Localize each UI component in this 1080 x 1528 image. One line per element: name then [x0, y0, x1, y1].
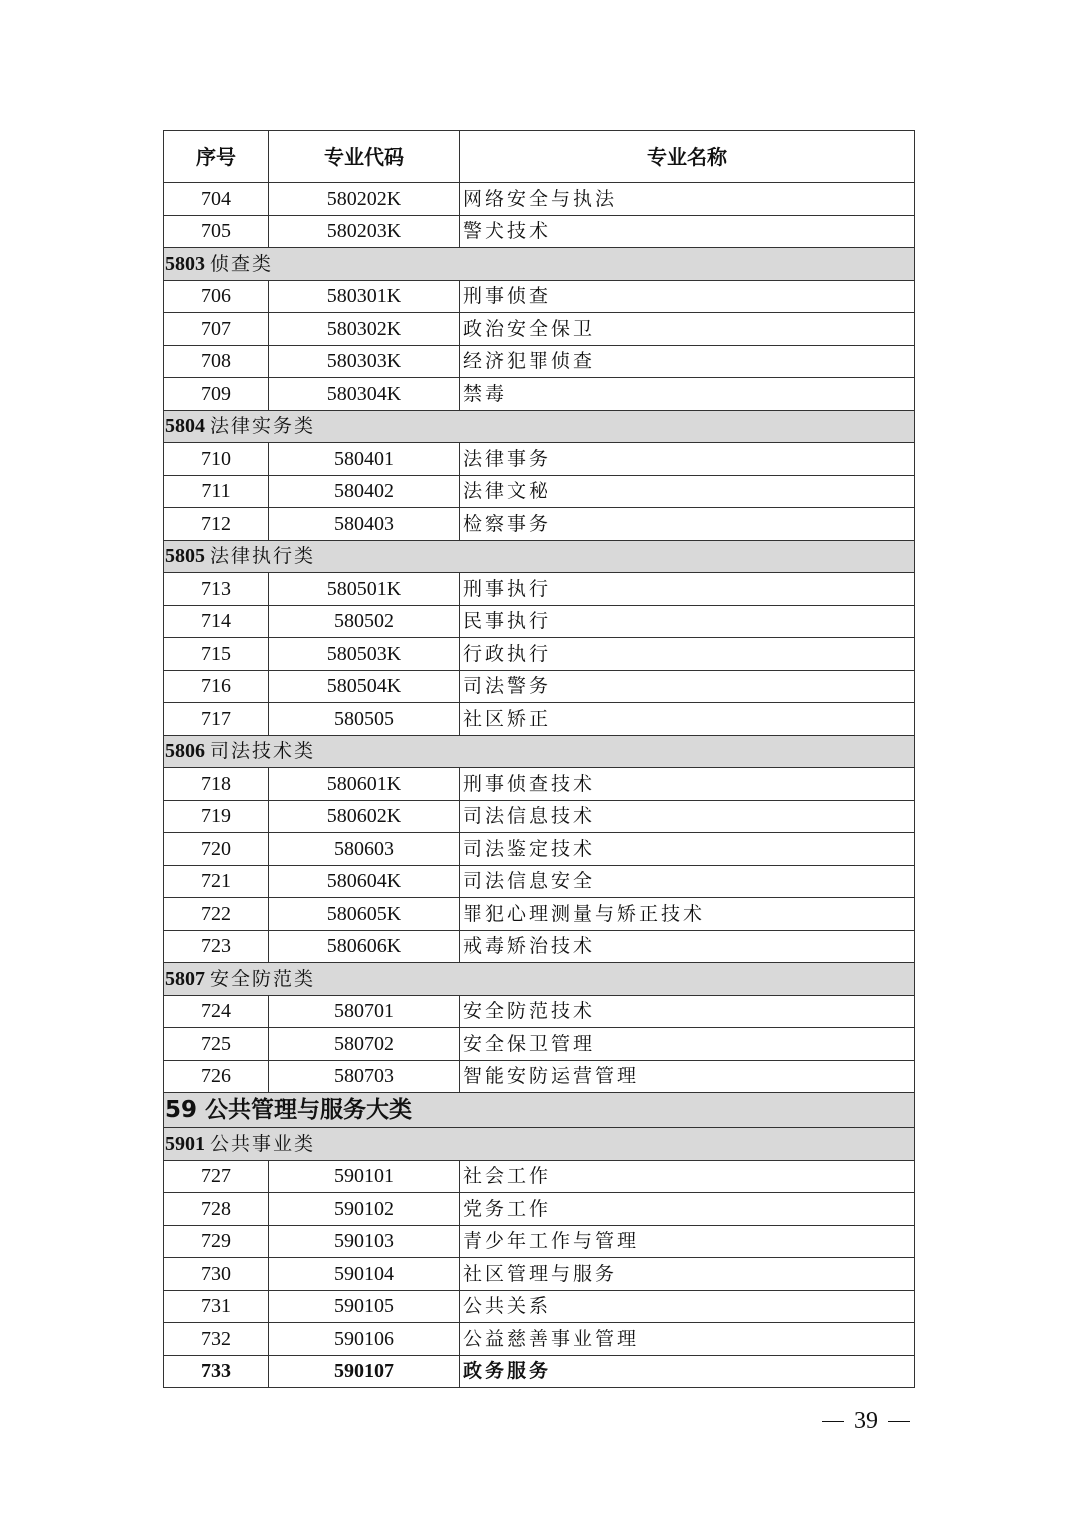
table-row — [164, 995, 915, 1028]
table-row — [164, 378, 915, 411]
row-name: 智能安防运营管理 — [460, 1060, 915, 1093]
category-row — [164, 410, 915, 443]
major-category-title: 59 公共管理与服务大类 — [164, 1093, 915, 1128]
row-code: 590107 — [269, 1355, 460, 1388]
category-row — [164, 540, 915, 573]
row-name: 党务工作 — [460, 1193, 915, 1226]
row-name: 网络安全与执法 — [460, 183, 915, 216]
category-row — [164, 735, 915, 768]
row-index: 726 — [164, 1060, 269, 1093]
row-name: 刑事侦查技术 — [460, 768, 915, 801]
row-code: 580202K — [269, 183, 460, 216]
table-row — [164, 215, 915, 248]
row-name: 司法警务 — [460, 670, 915, 703]
row-index: 707 — [164, 313, 269, 346]
row-index: 715 — [164, 638, 269, 671]
row-index: 722 — [164, 898, 269, 931]
row-code: 590103 — [269, 1225, 460, 1258]
row-index: 721 — [164, 865, 269, 898]
row-code: 580701 — [269, 995, 460, 1028]
table-row — [164, 1060, 915, 1093]
category-code: 5805 — [165, 545, 205, 568]
row-index: 723 — [164, 930, 269, 963]
category-code: 5901 — [165, 1132, 205, 1155]
category-name: 安全防范类 — [210, 967, 316, 990]
row-code: 580603 — [269, 833, 460, 866]
row-index: 725 — [164, 1028, 269, 1061]
table-row — [164, 345, 915, 378]
row-name: 安全防范技术 — [460, 995, 915, 1028]
row-name: 刑事侦查 — [460, 280, 915, 313]
row-name: 司法鉴定技术 — [460, 833, 915, 866]
category-code: 5806 — [165, 740, 205, 763]
row-index: 717 — [164, 703, 269, 736]
row-index: 733 — [164, 1355, 269, 1388]
row-code: 580505 — [269, 703, 460, 736]
row-name: 青少年工作与管理 — [460, 1225, 915, 1258]
row-index: 732 — [164, 1323, 269, 1356]
row-name: 社会工作 — [460, 1160, 915, 1193]
category-row — [164, 963, 915, 996]
major-category-row — [164, 1093, 915, 1128]
row-code: 580601K — [269, 768, 460, 801]
row-name: 法律文秘 — [460, 475, 915, 508]
table-row — [164, 1290, 915, 1323]
row-name: 司法信息技术 — [460, 800, 915, 833]
row-name: 政治安全保卫 — [460, 313, 915, 346]
category-cell — [164, 540, 915, 573]
page-number-left-dash — [822, 1421, 844, 1422]
row-code: 580605K — [269, 898, 460, 931]
table-row — [164, 670, 915, 703]
table-row — [164, 1355, 915, 1388]
page-number — [822, 1407, 917, 1435]
row-index: 718 — [164, 768, 269, 801]
category-cell — [164, 963, 915, 996]
row-code: 580401 — [269, 443, 460, 476]
row-index: 714 — [164, 605, 269, 638]
category-row — [164, 1128, 915, 1161]
table-row — [164, 703, 915, 736]
table-row — [164, 898, 915, 931]
table-header-row — [164, 131, 915, 183]
row-code: 580504K — [269, 670, 460, 703]
row-index: 720 — [164, 833, 269, 866]
table-row — [164, 638, 915, 671]
table-row — [164, 443, 915, 476]
row-name: 公共关系 — [460, 1290, 915, 1323]
row-name: 禁毒 — [460, 378, 915, 411]
row-name: 社区矫正 — [460, 703, 915, 736]
row-code: 580303K — [269, 345, 460, 378]
row-name: 司法信息安全 — [460, 865, 915, 898]
row-index: 711 — [164, 475, 269, 508]
table-row — [164, 1193, 915, 1226]
row-index: 705 — [164, 215, 269, 248]
row-index: 731 — [164, 1290, 269, 1323]
row-code: 590105 — [269, 1290, 460, 1323]
row-name: 警犬技术 — [460, 215, 915, 248]
row-name: 经济犯罪侦查 — [460, 345, 915, 378]
table-row — [164, 768, 915, 801]
header-code: 专业代码 — [269, 131, 460, 183]
table-row — [164, 930, 915, 963]
row-code: 580602K — [269, 800, 460, 833]
table-row — [164, 183, 915, 216]
row-code: 580203K — [269, 215, 460, 248]
row-name: 刑事执行 — [460, 573, 915, 606]
row-index: 704 — [164, 183, 269, 216]
table-row — [164, 605, 915, 638]
row-code: 580304K — [269, 378, 460, 411]
row-name: 罪犯心理测量与矫正技术 — [460, 898, 915, 931]
row-index: 728 — [164, 1193, 269, 1226]
page-number-value: 39 — [854, 1407, 878, 1434]
category-name: 侦查类 — [210, 252, 274, 275]
row-code: 590102 — [269, 1193, 460, 1226]
row-index: 719 — [164, 800, 269, 833]
table-row — [164, 475, 915, 508]
row-code: 580301K — [269, 280, 460, 313]
table-row — [164, 833, 915, 866]
table-row — [164, 1225, 915, 1258]
category-row — [164, 248, 915, 281]
row-index: 713 — [164, 573, 269, 606]
category-code: 5804 — [165, 415, 205, 438]
table-row — [164, 313, 915, 346]
row-code: 590104 — [269, 1258, 460, 1291]
row-name: 行政执行 — [460, 638, 915, 671]
row-name: 检察事务 — [460, 508, 915, 541]
table-row — [164, 280, 915, 313]
table-row — [164, 573, 915, 606]
row-index: 708 — [164, 345, 269, 378]
row-code: 580703 — [269, 1060, 460, 1093]
row-code: 580502 — [269, 605, 460, 638]
category-name: 法律执行类 — [210, 545, 316, 568]
table-row — [164, 1160, 915, 1193]
row-code: 580402 — [269, 475, 460, 508]
row-name: 社区管理与服务 — [460, 1258, 915, 1291]
row-code: 580604K — [269, 865, 460, 898]
category-name: 司法技术类 — [210, 740, 316, 763]
table-row — [164, 865, 915, 898]
row-code: 580501K — [269, 573, 460, 606]
category-cell — [164, 410, 915, 443]
row-index: 727 — [164, 1160, 269, 1193]
row-name: 公益慈善事业管理 — [460, 1323, 915, 1356]
row-index: 706 — [164, 280, 269, 313]
row-code: 580606K — [269, 930, 460, 963]
page-number-right-dash — [888, 1421, 910, 1422]
row-name: 法律事务 — [460, 443, 915, 476]
row-index: 729 — [164, 1225, 269, 1258]
header-name: 专业名称 — [460, 131, 915, 183]
table-row — [164, 508, 915, 541]
row-code: 580403 — [269, 508, 460, 541]
category-cell — [164, 248, 915, 281]
table-row — [164, 1258, 915, 1291]
row-code: 580302K — [269, 313, 460, 346]
row-index: 712 — [164, 508, 269, 541]
row-index: 730 — [164, 1258, 269, 1291]
row-code: 590101 — [269, 1160, 460, 1193]
row-index: 724 — [164, 995, 269, 1028]
major-catalog-table — [163, 130, 915, 1388]
table-row — [164, 1028, 915, 1061]
row-code: 590106 — [269, 1323, 460, 1356]
row-index: 716 — [164, 670, 269, 703]
category-code: 5803 — [165, 252, 205, 275]
header-index: 序号 — [164, 131, 269, 183]
row-code: 580702 — [269, 1028, 460, 1061]
row-code: 580503K — [269, 638, 460, 671]
category-code: 5807 — [165, 967, 205, 990]
category-cell — [164, 1128, 915, 1161]
table-row — [164, 1323, 915, 1356]
row-name: 安全保卫管理 — [460, 1028, 915, 1061]
category-cell — [164, 735, 915, 768]
row-name: 民事执行 — [460, 605, 915, 638]
row-index: 709 — [164, 378, 269, 411]
row-name: 戒毒矫治技术 — [460, 930, 915, 963]
table-row — [164, 800, 915, 833]
category-name: 法律实务类 — [210, 415, 316, 438]
row-name: 政务服务 — [460, 1355, 915, 1388]
table-body — [164, 183, 915, 1388]
category-name: 公共事业类 — [210, 1132, 316, 1155]
row-index: 710 — [164, 443, 269, 476]
